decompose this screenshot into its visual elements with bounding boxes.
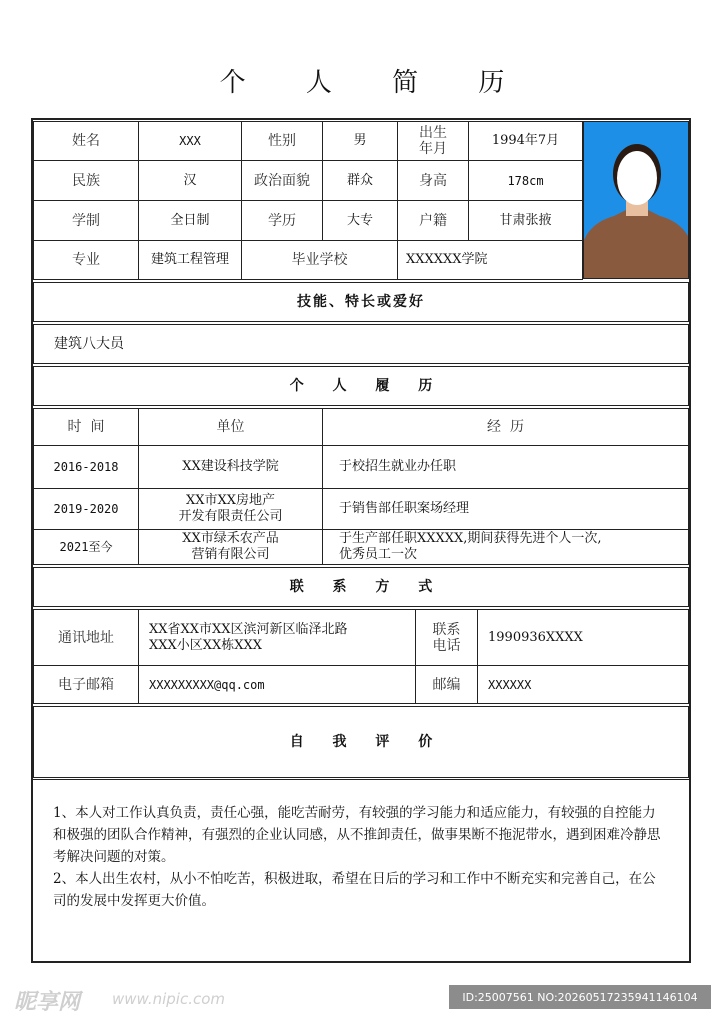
birth-label-line2: 年月 bbox=[419, 141, 447, 157]
email-label: 电子邮箱 bbox=[33, 665, 139, 704]
exp-row-unit bbox=[138, 488, 323, 530]
school-value: XXXXXX学院 bbox=[397, 240, 583, 280]
exp-row-time: 2019-2020 bbox=[33, 488, 139, 530]
ethnic-value: 汉 bbox=[138, 160, 242, 201]
gender-value: 男 bbox=[322, 121, 398, 161]
evaluation-heading: 自 我 评 价 bbox=[33, 706, 689, 778]
exp-unit-line2: 营销有限公司 bbox=[191, 547, 270, 562]
exp-col-unit: 单位 bbox=[138, 408, 323, 446]
birth-label bbox=[397, 121, 469, 161]
name-value: XXX bbox=[138, 121, 242, 161]
image-id-bar: ID:25007561 NO:20260517235941146104 bbox=[449, 985, 711, 1009]
exp-row-unit bbox=[138, 445, 323, 489]
contact-heading: 联 系 方 式 bbox=[33, 567, 689, 607]
education-label: 学历 bbox=[241, 200, 323, 241]
education-value: 大专 bbox=[322, 200, 398, 241]
evaluation-paragraph-1: 1、本人对工作认真负责，责任心强，能吃苦耐劳，有较强的学习能力和适应能力，有较强的自控能力和极强的团队合作精神，有强烈的企业认同感，从不推卸责任，做事果断不拖泥带水，遇到困难冷静思考解决问题的对策。 bbox=[53, 805, 661, 865]
exp-unit-line1: XX市XX房地产 bbox=[185, 493, 276, 508]
skills-value: 建筑八大员 bbox=[33, 324, 689, 364]
schooling-label: 学制 bbox=[33, 200, 139, 241]
political-label: 政治面貌 bbox=[241, 160, 323, 201]
ethnic-label: 民族 bbox=[33, 160, 139, 201]
major-value: 建筑工程管理 bbox=[138, 240, 242, 280]
watermark-url: www.nipic.com bbox=[112, 990, 226, 1008]
address-line1: XX省XX市XX区滨河新区临泽北路 bbox=[149, 621, 348, 637]
address-line2: XXX小区XX栋XXX bbox=[149, 637, 263, 653]
exp-detail-line1: 于生产部任职XXXXX,期间获得先进个人一次, bbox=[339, 531, 602, 546]
exp-col-detail: 经 历 bbox=[322, 408, 689, 446]
phone-label-line1: 联系 bbox=[432, 621, 461, 638]
profile-photo bbox=[583, 121, 689, 279]
birth-value: 1994年7月 bbox=[468, 121, 583, 161]
height-value: 178cm bbox=[468, 160, 583, 201]
birth-label-line1: 出生 bbox=[419, 125, 447, 141]
zip-value: XXXXXX bbox=[477, 665, 689, 704]
exp-row-detail bbox=[322, 488, 689, 530]
skills-heading: 技能、特长或爱好 bbox=[33, 282, 689, 322]
resume-title: 个 人 简 历 bbox=[219, 68, 531, 98]
portrait-image bbox=[584, 122, 689, 279]
exp-detail-line1: 于销售部任职案场经理 bbox=[339, 501, 470, 516]
phone-label bbox=[415, 609, 478, 666]
name-label: 姓名 bbox=[33, 121, 139, 161]
exp-detail-line2: 优秀员工一次 bbox=[339, 547, 418, 562]
exp-row-detail bbox=[322, 445, 689, 489]
exp-row-time: 2016-2018 bbox=[33, 445, 139, 489]
major-label: 专业 bbox=[33, 240, 139, 280]
exp-row-unit bbox=[138, 529, 323, 565]
address-label: 通讯地址 bbox=[33, 609, 139, 666]
exp-unit-line1: XX市绿禾农产品 bbox=[182, 531, 279, 546]
exp-row-detail bbox=[322, 529, 689, 565]
address-value bbox=[138, 609, 416, 666]
evaluation-paragraph-2: 2、本人出生农村，从小不怕吃苦，积极进取，希望在日后的学习和工作中不断充实和完善自己，在公司的发展中发挥更大价值。 bbox=[53, 871, 656, 909]
watermark-logo: 昵享网 bbox=[14, 990, 81, 1015]
height-label: 身高 bbox=[397, 160, 469, 201]
exp-unit-line1: XX建设科技学院 bbox=[182, 459, 279, 474]
phone-label-line2: 电话 bbox=[432, 637, 461, 654]
experience-heading: 个 人 履 历 bbox=[33, 366, 689, 406]
email-value: XXXXXXXXX@qq.com bbox=[138, 665, 416, 704]
gender-label: 性别 bbox=[241, 121, 323, 161]
exp-unit-line2: 开发有限责任公司 bbox=[178, 509, 283, 524]
hukou-label: 户籍 bbox=[397, 200, 469, 241]
schooling-value: 全日制 bbox=[138, 200, 242, 241]
exp-row-time: 2021至今 bbox=[33, 529, 139, 565]
zip-label: 邮编 bbox=[415, 665, 478, 704]
evaluation-body bbox=[33, 779, 689, 961]
exp-detail-line1: 于校招生就业办任职 bbox=[339, 459, 457, 474]
school-label: 毕业学校 bbox=[241, 240, 398, 280]
phone-value: 1990936XXXX bbox=[477, 609, 689, 666]
hukou-value: 甘肃张掖 bbox=[468, 200, 583, 241]
exp-col-time: 时 间 bbox=[33, 408, 139, 446]
political-value: 群众 bbox=[322, 160, 398, 201]
